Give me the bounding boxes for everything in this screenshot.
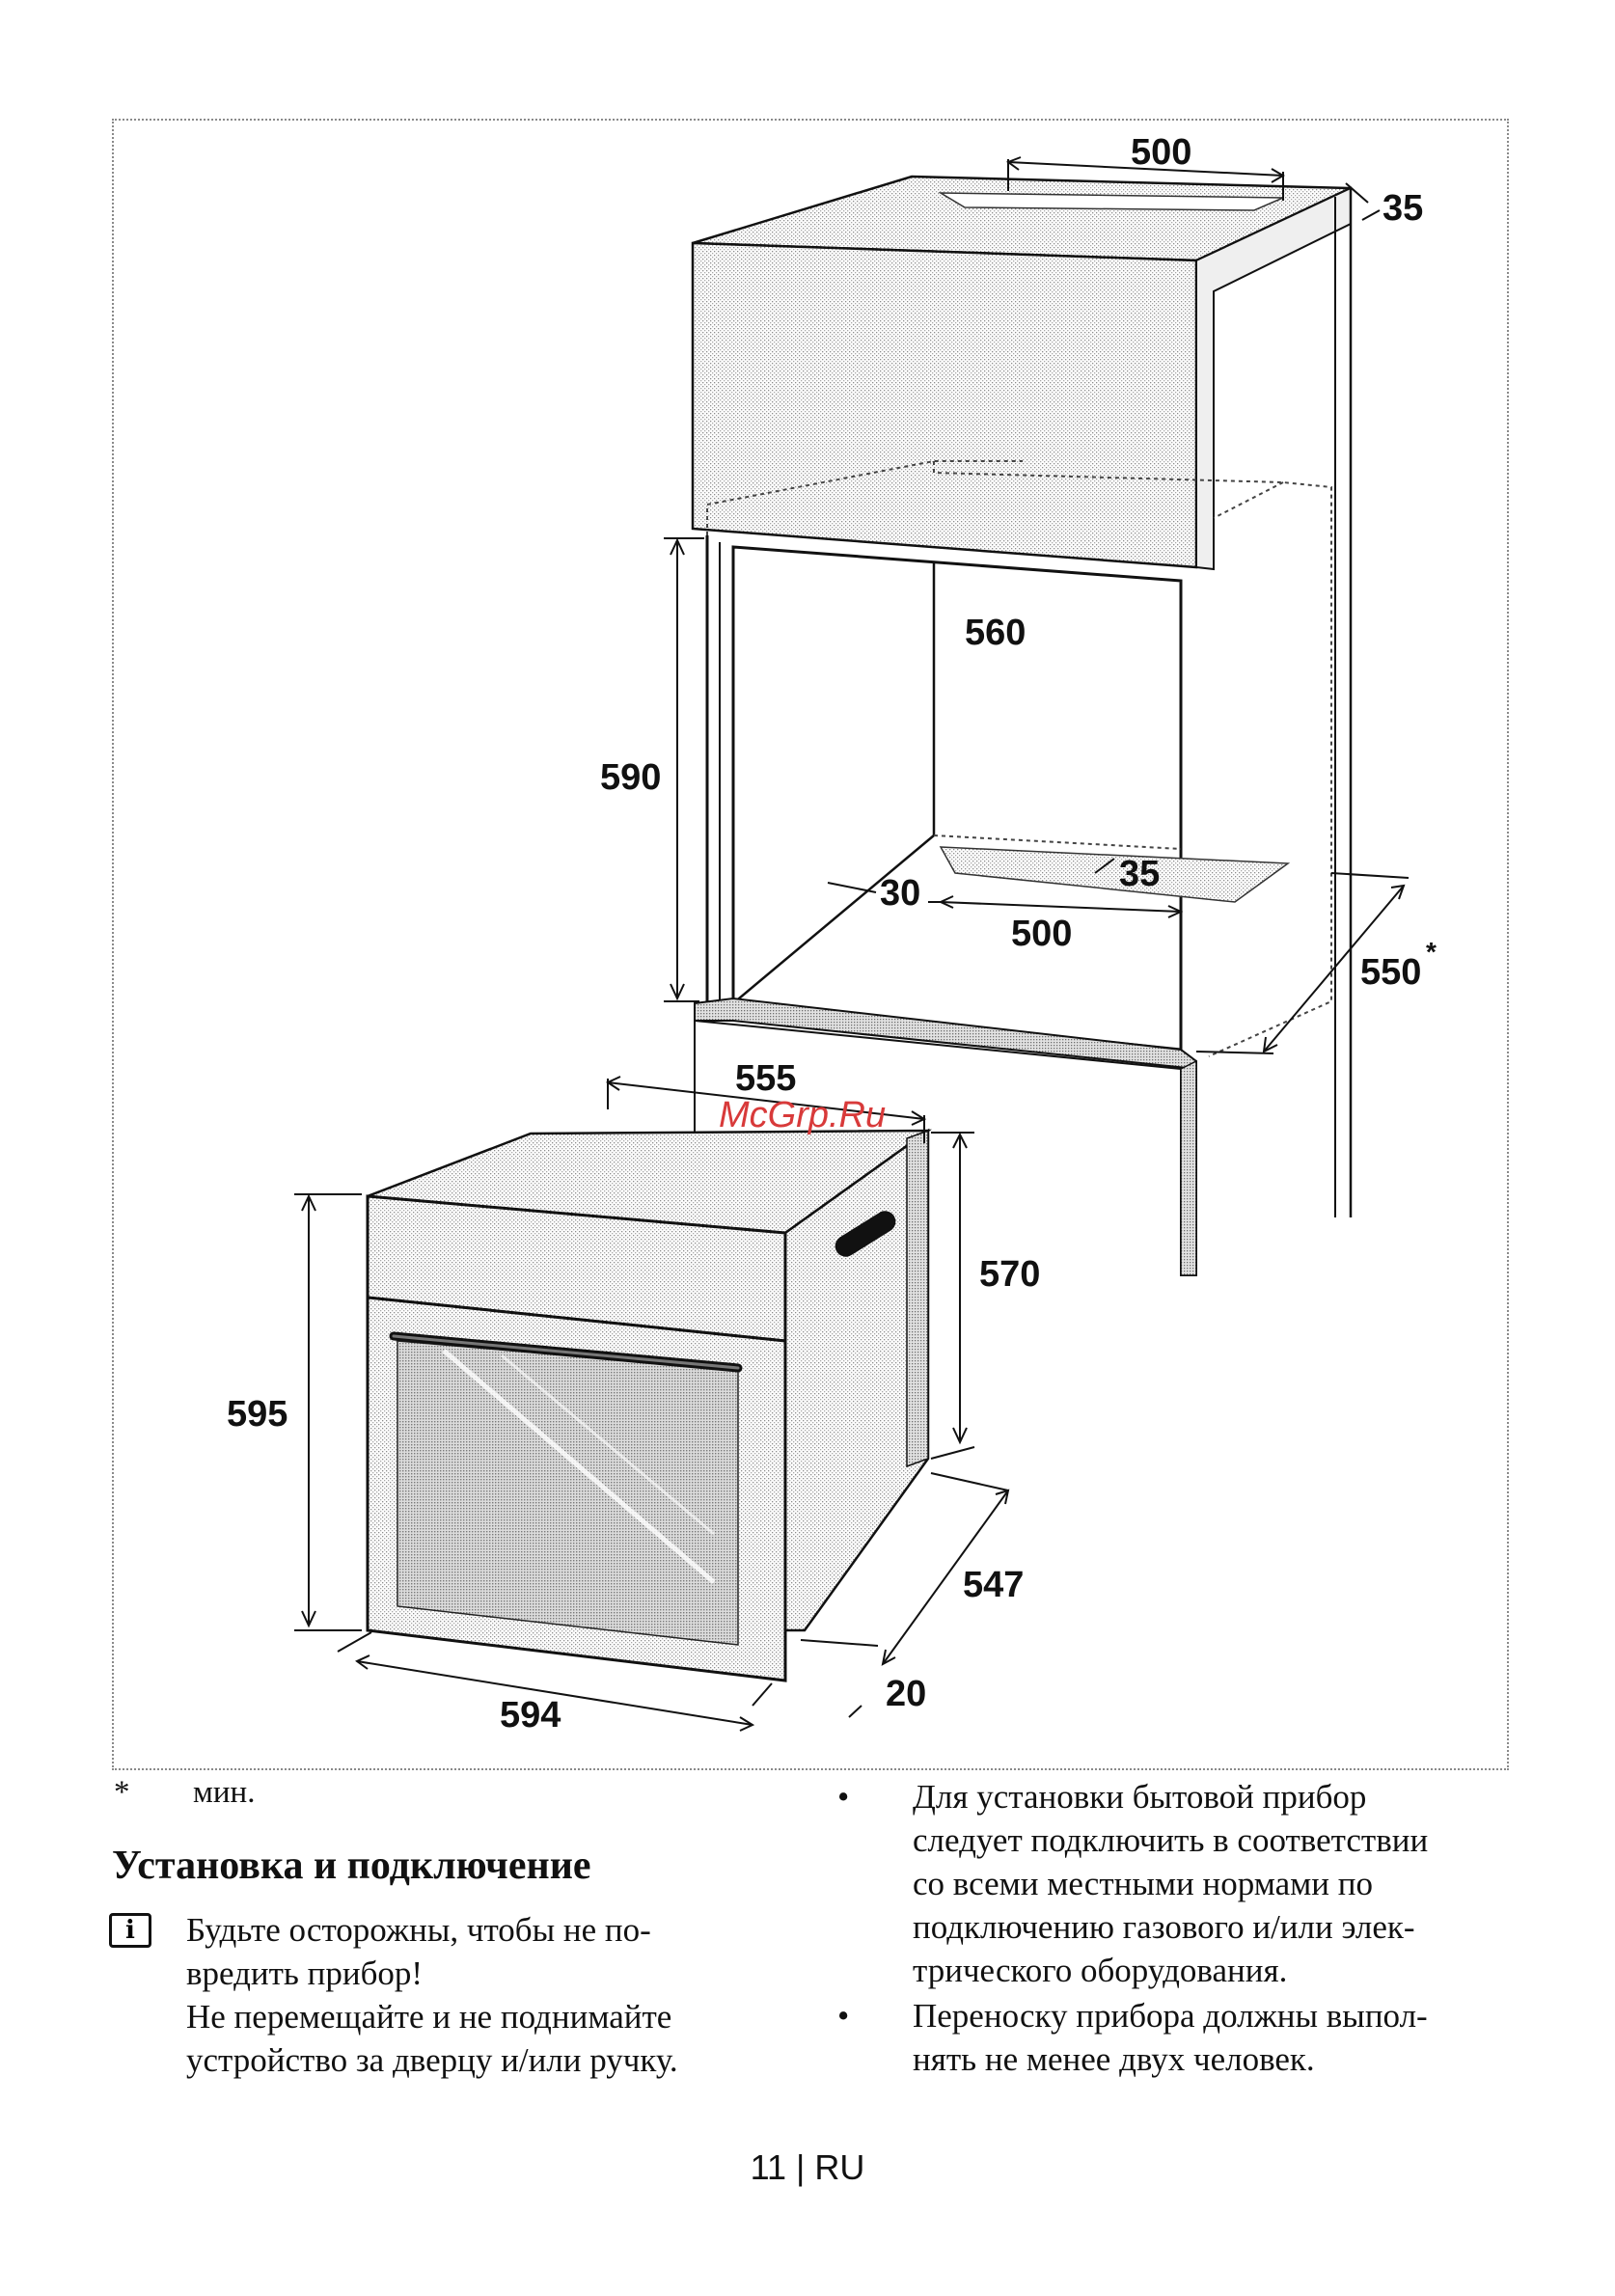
warning-line: Будьте осторожны, чтобы не по- [186,1911,651,1949]
info-icon: i [109,1913,151,1948]
dim-niche-depth-mark: * [1426,937,1437,967]
dim-oven-body-height: 570 [979,1254,1041,1295]
floor-cutout [941,847,1288,902]
dim-top-depth: 500 [1131,132,1192,173]
dim-oven-depth: 555 [735,1058,797,1099]
dim-floor-depth: 500 [1011,914,1073,954]
dim-oven-height: 595 [227,1394,288,1435]
bullet-mark: • [837,1997,850,2035]
warning-line: Не перемещайте и не поднимайте [186,1998,672,2036]
bullet-mark: • [837,1778,850,1816]
dim-niche-height: 590 [600,757,662,798]
bullet-item [837,1994,1428,2081]
upper-cabinet-front [693,243,1196,567]
warning-line: вредить прибор! [186,1954,424,1992]
bullet-line: трического оборудования. [913,1952,1288,1989]
dim-floor-gap: 35 [1119,854,1161,894]
dim-side-offset: 30 [880,873,921,914]
door-glass [397,1341,738,1645]
oven [368,1131,928,1681]
bullet-item [837,1775,1428,1992]
watermark: McGrp.Ru [719,1095,887,1135]
bullet-line: со всеми местными нормами по [913,1865,1373,1902]
bullet-line: Переноску прибора должны выпол- [913,1997,1428,2035]
footnote-mark: * [114,1775,130,1810]
bullet-line: подключению газового и/или элек- [913,1908,1415,1946]
dim-oven-side-depth: 547 [963,1565,1025,1605]
dim-oven-width: 594 [500,1695,561,1736]
bullet-line: следует подключить в соответствии [913,1821,1429,1859]
warning-line: устройство за дверцу и/или ручку. [186,2041,678,2079]
section-title: Установка и подключение [112,1844,591,1888]
warning-note [186,1908,678,2082]
dim-top-gap: 35 [1382,188,1424,229]
dim-door-thickness: 20 [886,1674,927,1714]
dim-niche-width: 560 [965,613,1026,653]
bullet-list [837,1775,1428,2081]
footnote-text: мин. [193,1775,256,1810]
page-number: 11 | RU [750,2147,865,2187]
dim-niche-depth: 550 [1360,952,1422,993]
bullet-line: Для установки бытовой прибор [913,1778,1367,1816]
bullet-line: нять не менее двух человек. [913,2040,1315,2078]
